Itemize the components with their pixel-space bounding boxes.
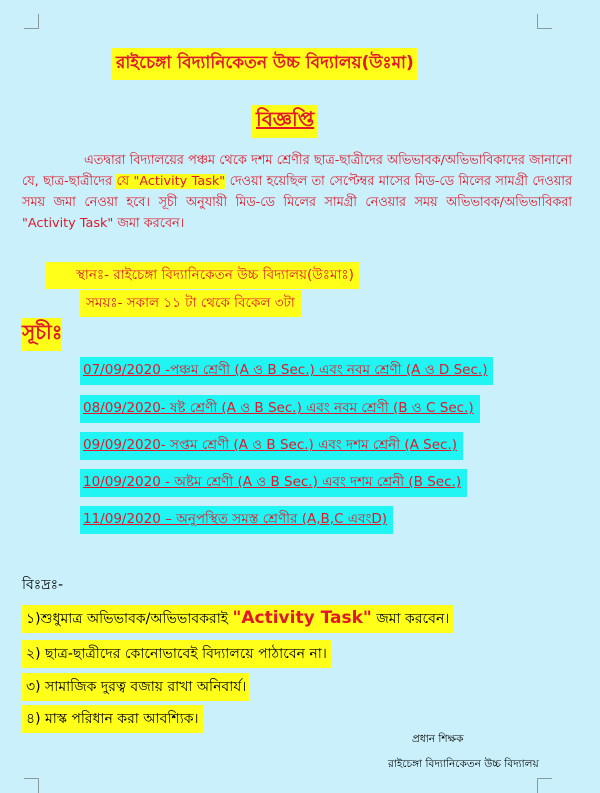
schedule-heading: সূচীঃ [22, 318, 62, 351]
note-item: ২) ছাত্র-ছাত্রীদের কোনোভাবেই বিদ্যালয়ে পাঠাবেন না। [22, 640, 331, 668]
body-text-2: দেওয়া হয়েছিল তা সেপ্টেম্বর মাসের মিড-ডে মিলের সামগ্রী দেওয়ার সময় জমা নেওয়া হবে। সূচী অনুযায়ী মিড-ডে মিলের সামগ্রী নেওয়ার সময় অভিভাবক/অভিভাবিকরা "Activity Task" জমা করবেন। [22, 174, 572, 231]
page-corner-mark [24, 14, 39, 29]
note-1-end: জমা করবেন। [376, 611, 450, 627]
notice-heading: বিজ্ঞপ্তি [252, 105, 318, 138]
schedule-row: 11/09/2020 – অনুপস্থিত সমস্ত শ্রেণীর (A,B,C এবংD) [80, 506, 393, 534]
signature-school: রাইচেঙ্গা বিদ্যানিকেতন উচ্চ বিদ্যালয় [388, 758, 539, 770]
body-highlight: যে "Activity Task" [116, 174, 226, 189]
body-text-1: এতদ্বারা বিদ্যালয়ের পঞ্চম থেকে দশম শ্রেণীর ছাত্র-ছাত্রীদের অভিভাবক/অভিভাবিকাদের জানানো যে, ছাত্র-ছাত্রীদের [22, 153, 572, 189]
notes-heading: বিঃদ্রঃ- [22, 577, 64, 593]
time-line: সময়ঃ- সকাল ১১ টা থেকে বিকেল ৩টা [80, 290, 301, 317]
schedule-row: 09/09/2020- সপ্তম শ্রেণী (A ও B Sec.) এবং দশম শ্রেনী (A Sec.) [80, 432, 463, 460]
note-item: ৪) মাস্ক পরিধান করা আবশ্যিক। [22, 705, 203, 733]
venue-line: স্থানঃ- রাইচেঙ্গা বিদ্যানিকেতন উচ্চ বিদ্যালয়(উঃমাঃ) [46, 262, 360, 289]
school-title: রাইচেঙ্গা বিদ্যানিকেতন উচ্চ বিদ্যালয়(উঃমা) [112, 48, 418, 80]
note-1-task: "Activity Task" [232, 608, 372, 628]
notice-body [22, 150, 572, 234]
note-item [22, 605, 453, 633]
note-1-text: ১)শুধুমাত্র অভিভাবক/অভিভাবকরাই [26, 611, 229, 627]
schedule-row: 10/09/2020 - অষ্টম শ্রেণী (A ও B Sec.) এবং দশম শ্রেনী (B Sec.) [80, 469, 467, 497]
signature-role: প্রধান শিক্ষক [412, 733, 464, 745]
page-corner-mark [537, 14, 552, 29]
schedule-row: 07/09/2020 -পঞ্চম শ্রেণী (A ও B Sec.) এবং নবম শ্রেণী (A ও D Sec.) [80, 357, 493, 385]
schedule-row: 08/09/2020- ষষ্ট শ্রেণী (A ও B Sec.) এবং নবম শ্রেণী (B ও C Sec.) [80, 395, 480, 423]
note-item: ৩) সামাজিক দুরত্ব বজায় রাখা অনিবার্য। [22, 673, 250, 701]
